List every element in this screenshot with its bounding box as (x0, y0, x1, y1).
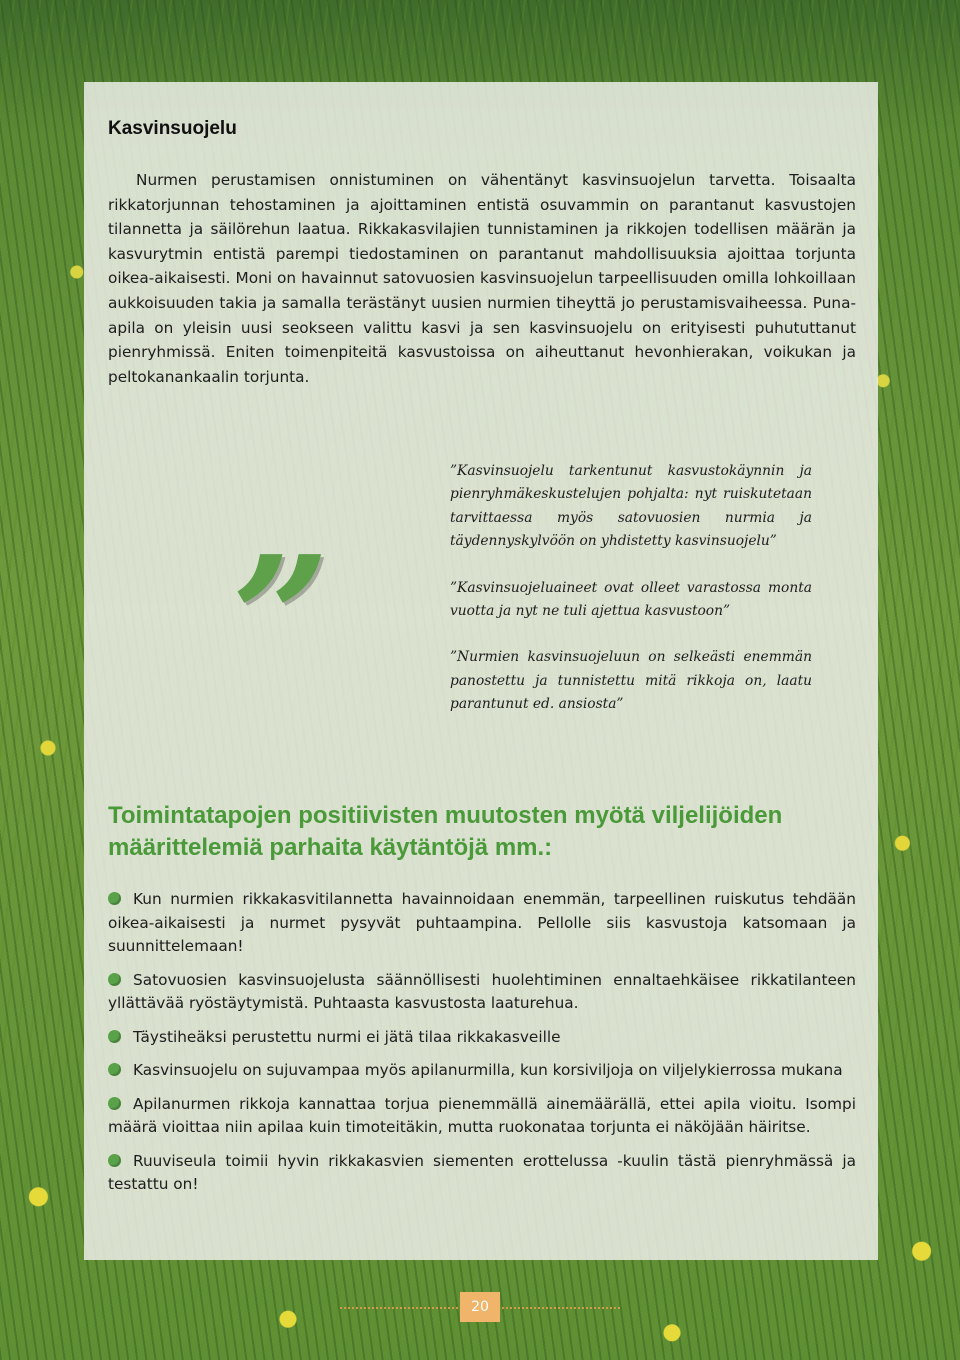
bullet-icon (108, 892, 121, 905)
list-item-text: Ruuviseula toimii hyvin rikkakasvien siementen erottelussa -kuulin tästä pienryhmässä ja testattu on! (108, 1151, 856, 1193)
list-item-text: Kasvinsuojelu on sujuvampaa myös apilanurmilla, kun korsiviljoja on viljelykierrossa mukana (133, 1061, 843, 1079)
list-item (108, 1059, 856, 1083)
bullet-icon (108, 1154, 121, 1167)
footer-dots-left (340, 1307, 458, 1309)
bullet-icon (108, 1063, 121, 1076)
list-item (108, 1026, 856, 1050)
list-item-text: Apilanurmen rikkoja kannattaa torjua pienemmällä ainemäärällä, ettei apila vioitu. Isompi määrä vioittaa niin apilaa kuin timoteitäkin, mutta ruokonataa torjunta ei näköjään häiritse. (108, 1094, 856, 1136)
section-title: Kasvinsuojelu (108, 118, 237, 139)
page-footer (340, 1292, 620, 1322)
practices-list (108, 888, 856, 1207)
quote-3: ”Nurmien kasvinsuojeluun on selkeästi enemmän panostettu ja tunnistettu mitä rikkoja on, laatu parantunut ed. ansiosta” (450, 649, 812, 713)
quote-mark-icon: ” (232, 519, 330, 719)
list-item (108, 1093, 856, 1140)
list-item (108, 1150, 856, 1197)
quote-1: ”Kasvinsuojelu tarkentunut kasvustokäynnin ja pienryhmäkeskustelujen pohjalta: nyt ruiskutetaan tarvittaessa myös satovuosien nurmia ja täydennyskylvöön on yhdistetty kasvinsuojelu” (450, 463, 812, 550)
quote-2: ”Kasvinsuojeluaineet ovat olleet varastossa monta vuotta ja nyt ne tuli ajettua kasvustoon” (450, 579, 812, 620)
intro-paragraph: Nurmen perustamisen onnistuminen on vähentänyt kasvinsuojelun tarvetta. Toisaalta rikkatorjunnan tehostaminen ja ajoittaminen entistä osuvammin on parantanut kasvustojen tilannetta ja säilörehun laatua. Rikkakasvilajien tunnistaminen ja rikkojen todellisen määrän ja kasvurytmin entistä parempi tiedostaminen on parantanut mahdollisuuksia ajoittaa torjunta oikea-aikaisesti. Moni on havainnut satovuosien kasvinsuojelun tarpeellisuuden omilla lohkoillaan aukkoisuuden takia ja samalla terästänyt uusien nurmien tiheyttä jo perustamisvaiheessa. Puna-apila on yleisin uusi seokseen valittu kasvi ja sen kasvinsuojelu on erityisesti puhututtanut pienryhmissä. Eniten toimenpiteitä kasvustoissa on aiheuttanut hevonhierakan, voikukan ja peltokanankaalin torjunta. (108, 171, 856, 386)
list-item (108, 888, 856, 959)
list-item-text: Täystiheäksi perustettu nurmi ei jätä tilaa rikkakasveille (133, 1027, 561, 1046)
quotes-block (450, 460, 812, 740)
footer-dots-right (502, 1307, 620, 1309)
page-number: 20 (460, 1292, 500, 1322)
bullet-icon (108, 1030, 121, 1043)
bullet-icon (108, 1097, 121, 1110)
practices-heading: Toimintatapojen positiivisten muutosten myötä viljelijöiden määrittelemiä parhaita käytäntöjä mm.: (108, 802, 783, 861)
list-item-text: Satovuosien kasvinsuojelusta säännöllisesti huolehtiminen ennaltaehkäisee rikkatilanteen yllättävää ryöstäytymistä. Puhtaasta kasvustosta laaturehua. (108, 970, 856, 1012)
list-item (108, 969, 856, 1016)
bullet-icon (108, 973, 121, 986)
list-item-text: Kun nurmien rikkakasvitilannetta havainnoidaan enemmän, tarpeellinen ruiskutus tehdään oikea-aikaisesti ja nurmet pysyvät puhtaampina. Pellolle siis kasvustoja katsomaan ja suunnittelemaan! (108, 890, 856, 955)
